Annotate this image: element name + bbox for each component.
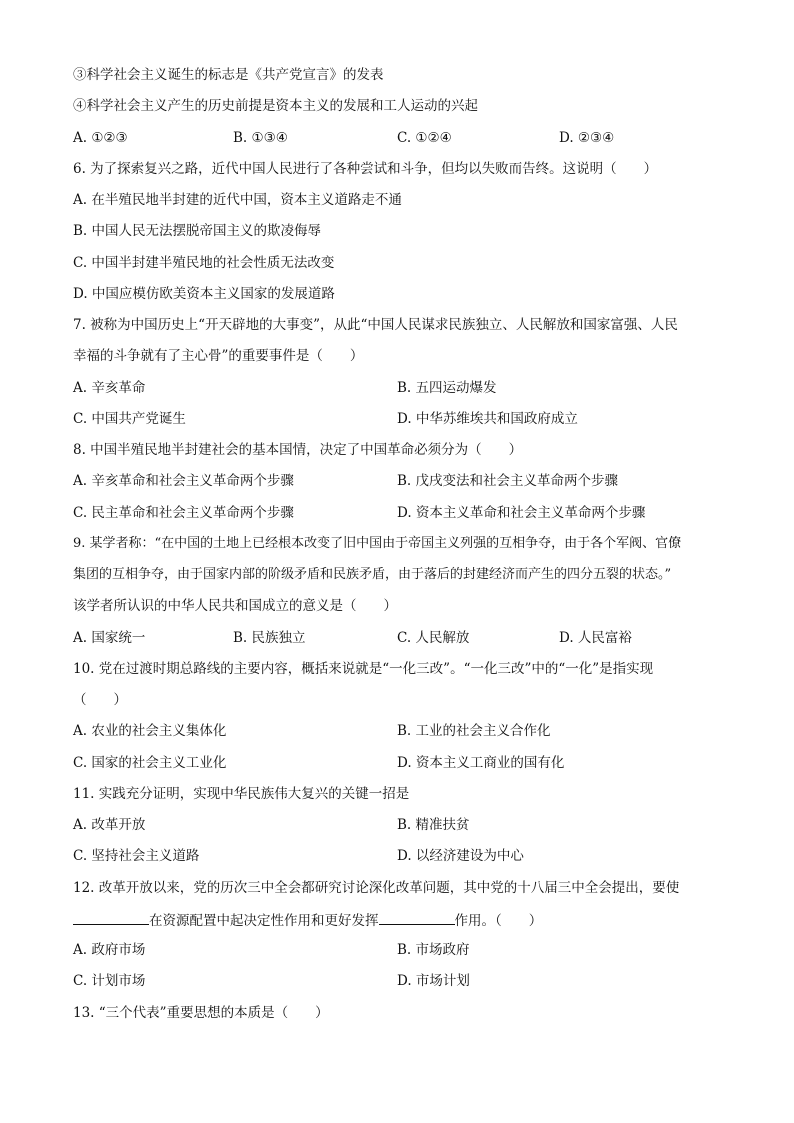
q9-options [0,629,794,647]
q6-option-b: B. 中国人民无法摆脱帝国主义的欺凌侮辱 [73,223,322,239]
question-12-text-a: 在资源配置中起决定性作用和更好发挥 [149,913,379,929]
question-9-line3: 该学者所认识的中华人民共和国成立的意义是（ ） [73,598,397,614]
question-12-line2 [73,910,542,930]
question-12-text-b: 作用。（ ） [454,913,543,929]
statement-4: ④科学社会主义产生的历史前提是资本主义的发展和工人运动的兴起 [73,98,478,114]
question-12-line1: 12. 改革开放以来，党的历次三中全会都研究讨论深化改革问题，其中党的十八届三中全会提出，要使 [73,880,680,896]
q8-options-row2 [0,504,794,522]
q7-options-row1 [0,379,794,397]
option-b: B. 民族独立 [233,630,306,646]
option-b: B. 精准扶贫 [397,817,470,833]
statement-3: ③科学社会主义诞生的标志是《共产党宣言》的发表 [73,67,384,83]
q5-options [0,129,794,147]
option-a: A. 政府市场 [73,942,146,958]
option-d: D. 中华苏维埃共和国政府成立 [397,411,578,427]
option-a: A. 改革开放 [73,817,146,833]
option-b: B. 市场政府 [397,942,470,958]
option-c: C. 计划市场 [73,973,146,989]
q6-option-c: C. 中国半封建半殖民地的社会性质无法改变 [73,255,335,271]
fill-blank-1 [73,910,149,925]
option-b: B. 工业的社会主义合作化 [397,723,551,739]
option-a: A. 辛亥革命和社会主义革命两个步骤 [73,473,294,489]
q6-option-d: D. 中国应模仿欧美资本主义国家的发展道路 [73,286,335,302]
q11-options-row1 [0,816,794,834]
option-a: A. 农业的社会主义集体化 [73,723,227,739]
option-d: D. 人民富裕 [559,630,632,646]
option-c: C. 中国共产党诞生 [73,411,186,427]
question-7-line1: 7. 被称为中国历史上“开天辟地的大事变”，从此“中国人民谋求民族独立、人民解放和国家富强、人民 [73,317,678,333]
question-9-line1: 9. 某学者称：“在中国的土地上已经根本改变了旧中国由于帝国主义列强的互相争夺，由于各个军阀、官僚 [73,536,682,551]
q10-options-row1 [0,722,794,740]
q8-options-row1 [0,472,794,490]
option-a: A. ①②③ [73,130,128,146]
question-9-line2: 集团的互相争夺，由于国家内部的阶级矛盾和民族矛盾，由于落后的封建经济而产生的四分五裂的状态。” [73,567,672,582]
option-d: D. 市场计划 [397,973,470,989]
option-c: C. 坚持社会主义道路 [73,848,200,864]
option-c: C. 民主革命和社会主义革命两个步骤 [73,505,294,521]
question-6: 6. 为了探索复兴之路，近代中国人民进行了各种尝试和斗争，但均以失败而告终。这说明（ ） [73,161,658,177]
option-a: A. 国家统一 [73,630,146,646]
option-a: A. 辛亥革命 [73,380,146,396]
option-d: D. 以经济建设为中心 [397,848,524,864]
question-10-line2: （ ） [73,692,127,708]
option-c: C. 国家的社会主义工业化 [73,755,227,771]
q12-options-row2 [0,972,794,990]
question-10-line1: 10. 党在过渡时期总路线的主要内容，概括来说就是“一化三改”。“一化三改”中的“一化”是指实现 [73,661,654,677]
option-c: C. 人民解放 [397,630,470,646]
question-7-line2: 幸福的斗争就有了主心骨”的重要事件是（ ） [73,348,364,364]
q7-options-row2 [0,410,794,428]
q11-options-row2 [0,847,794,865]
option-c: C. ①②④ [397,130,452,146]
fill-blank-2 [379,910,455,925]
option-b: B. ①③④ [233,130,288,146]
option-d: D. ②③④ [559,130,615,146]
question-8: 8. 中国半殖民地半封建社会的基本国情，决定了中国革命必须分为（ ） [73,442,523,458]
option-b: B. 戊戌变法和社会主义革命两个步骤 [397,473,619,489]
option-d: D. 资本主义革命和社会主义革命两个步骤 [397,505,646,521]
option-b: B. 五四运动爆发 [397,380,497,396]
q6-option-a: A. 在半殖民地半封建的近代中国，资本主义道路走不通 [73,192,402,208]
question-11: 11. 实践充分证明，实现中华民族伟大复兴的关键一招是 [73,786,410,802]
q12-options-row1 [0,941,794,959]
question-13: 13. “三个代表”重要思想的本质是（ ） [73,1005,329,1021]
option-d: D. 资本主义工商业的国有化 [397,755,565,771]
q10-options-row2 [0,754,794,772]
